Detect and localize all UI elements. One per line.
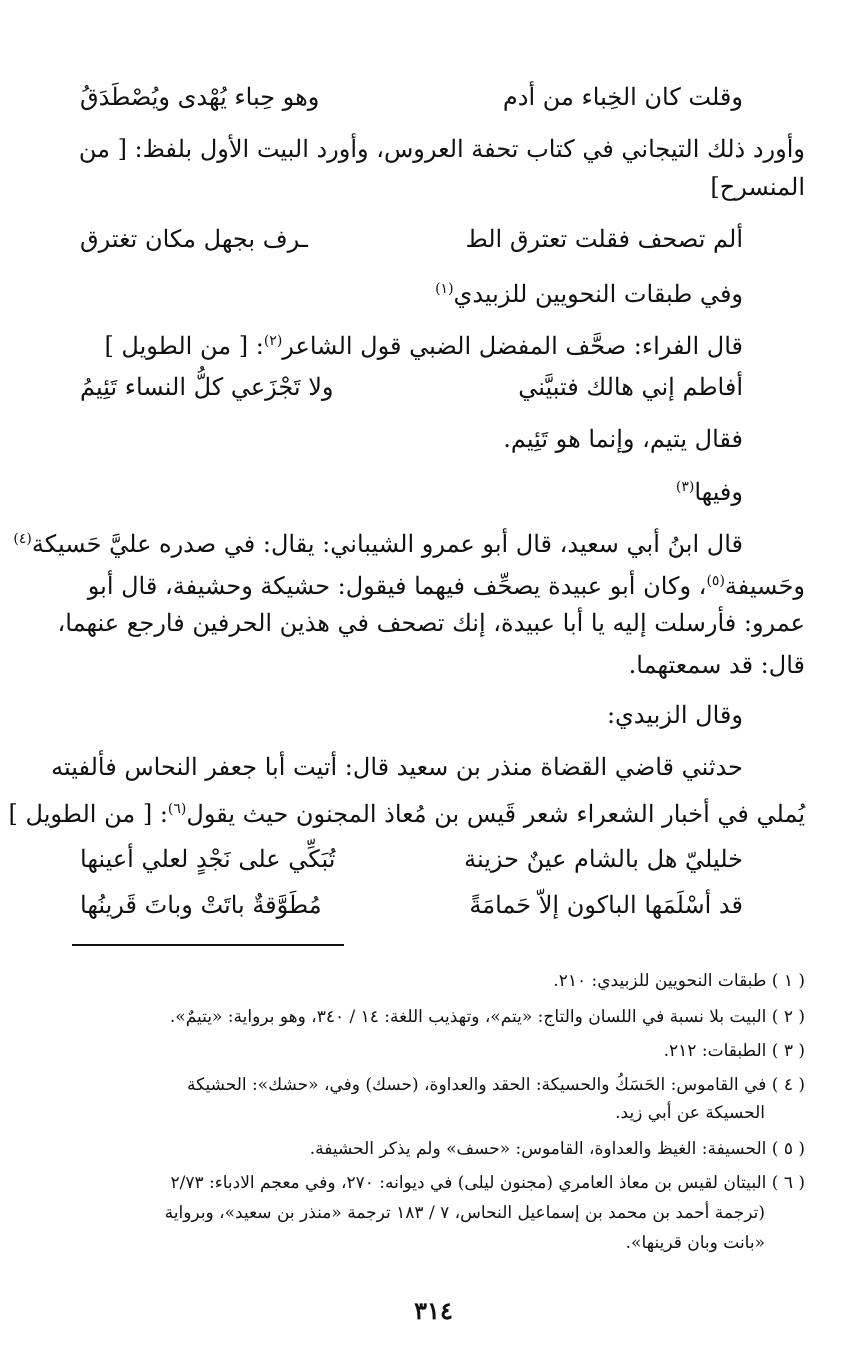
- paragraph-line: وقال الزبيدي:: [606, 701, 743, 729]
- footnote-ref-4: (٤): [13, 531, 32, 547]
- footnote-ref-3: (٣): [675, 479, 695, 495]
- footnote-ref-1: (١): [435, 281, 454, 297]
- footnote: ( ٦ ) البيتان لقيس بن معاذ العامري (مجنون ليلى) في ديوانه: ٢٧٠، وفي معجم الادباء: ٢/٧٣: [170, 1173, 805, 1193]
- verse-5-first-hemistich: قد أسْلَمَها الباكون إلاّ حَمامَةً: [469, 891, 743, 919]
- footnote-continuation: «بانت وبان قرينها».: [625, 1233, 765, 1253]
- verse-5-second-hemistich: مُطَوَّقةٌ باتَتْ وباتَ قَرينُها: [80, 891, 322, 919]
- footnote: ( ٤ ) في القاموس: الحَسَكُ والحسيكة: الحقد والعداوة، (حسك) وفي، «حشك»: الحشيكة: [186, 1075, 805, 1095]
- footnote: ( ١ ) طبقات النحويين للزبيدي: ٢١٠.: [553, 971, 805, 991]
- paragraph-line: قال: قد سمعتهما.: [628, 651, 805, 679]
- footnote-continuation: الحسيكة عن أبي زيد.: [615, 1103, 765, 1123]
- paragraph-line: قال ابنُ أبي سعيد، قال أبو عمرو الشيباني: يقال: في صدره عليَّ حَسيكة$^{(٤)}$: [13, 530, 743, 558]
- paragraph-line: وأورد ذلك التيجاني في كتاب تحفة العروس، وأورد البيت الأول بلفظ: [ من: [78, 135, 805, 163]
- paragraph-line: فقال يتيم، وإنما هو تَئِيم.: [503, 425, 743, 453]
- paragraph-line: المنسرح]: [710, 173, 805, 201]
- verse-4-first-hemistich: خليليّ هل بالشام عينٌ حزينة: [464, 845, 743, 873]
- footnote-ref-2: (٢): [263, 333, 283, 349]
- verse-2-first-hemistich: ألم تصحف فقلت تعترق الط: [465, 225, 743, 253]
- paragraph-line: حدثني قاضي القضاة منذر بن سعيد قال: أتيت أبا جعفر النحاس فألفيته: [51, 753, 743, 781]
- verse-2-second-hemistich: ـرف بجهل مكان تغترق: [80, 225, 308, 253]
- footnote-divider: [72, 944, 344, 946]
- footnote: ( ٥ ) الحسيفة: الغيظ والعداوة، القاموس: «حسف» ولم يذكر الحشيفة.: [309, 1139, 805, 1159]
- paragraph-line: وفيها$^{(٣)}$: [675, 478, 743, 506]
- verse-1-second-hemistich: وهو حِباء يُهْدى ويُصْطَدَقُ: [80, 83, 320, 111]
- verse-3-second-hemistich: ولا تَجْزَعي كلُّ النساء تَئِيمُ: [80, 373, 334, 401]
- paragraph-line: يُملي في أخبار الشعراء شعر قَيس بن مُعاذ المجنون حيث يقول$^{(٦)}$: [ من الطويل ]: [8, 800, 805, 828]
- footnote: ( ٣ ) الطبقات: ٢١٢.: [663, 1041, 805, 1061]
- page-number: ٣١٤: [414, 1296, 453, 1325]
- verse-1-first-hemistich: وقلت كان الخِباء من أدم: [502, 83, 743, 111]
- paragraph-line: عمرو: فأرسلت إليه يا أبا عبيدة، إنك تصحف في هذين الحرفين فارجع عنهما،: [57, 609, 805, 637]
- footnote-continuation: (ترجمة أحمد بن محمد بن إسماعيل النحاس، ٧ / ١٨٣ ترجمة «منذر بن سعيد»، وبرواية: [164, 1203, 765, 1223]
- paragraph-line: وفي طبقات النحويين للزبيدي$^{(١)}$: [435, 280, 743, 308]
- footnote-ref-5: (٥): [706, 573, 725, 589]
- verse-4-second-hemistich: تُبَكِّي على نَجْدٍ لعلي أعينها: [80, 845, 336, 873]
- book-page: [8, 0, 805, 1366]
- footnote-ref-6: (٦): [167, 801, 187, 817]
- paragraph-line: وحَسيفة$^{(٥)}$، وكان أبو عبيدة يصحِّف فيهما فيقول: حشيكة وحشيفة، قال أبو: [87, 572, 805, 600]
- paragraph-line: قال الفراء: صحَّف المفضل الضبي قول الشاعر$^{(٢)}$: [ من الطويل ]: [104, 332, 743, 360]
- verse-3-first-hemistich: أفاطم إني هالك فتبيَّني: [518, 373, 743, 401]
- footnote: ( ٢ ) البيت بلا نسبة في اللسان والتاج: «يتم»، وتهذيب اللغة: ١٤ / ٣٤٠، وهو برواية: «يتيمٌ».: [169, 1007, 805, 1027]
